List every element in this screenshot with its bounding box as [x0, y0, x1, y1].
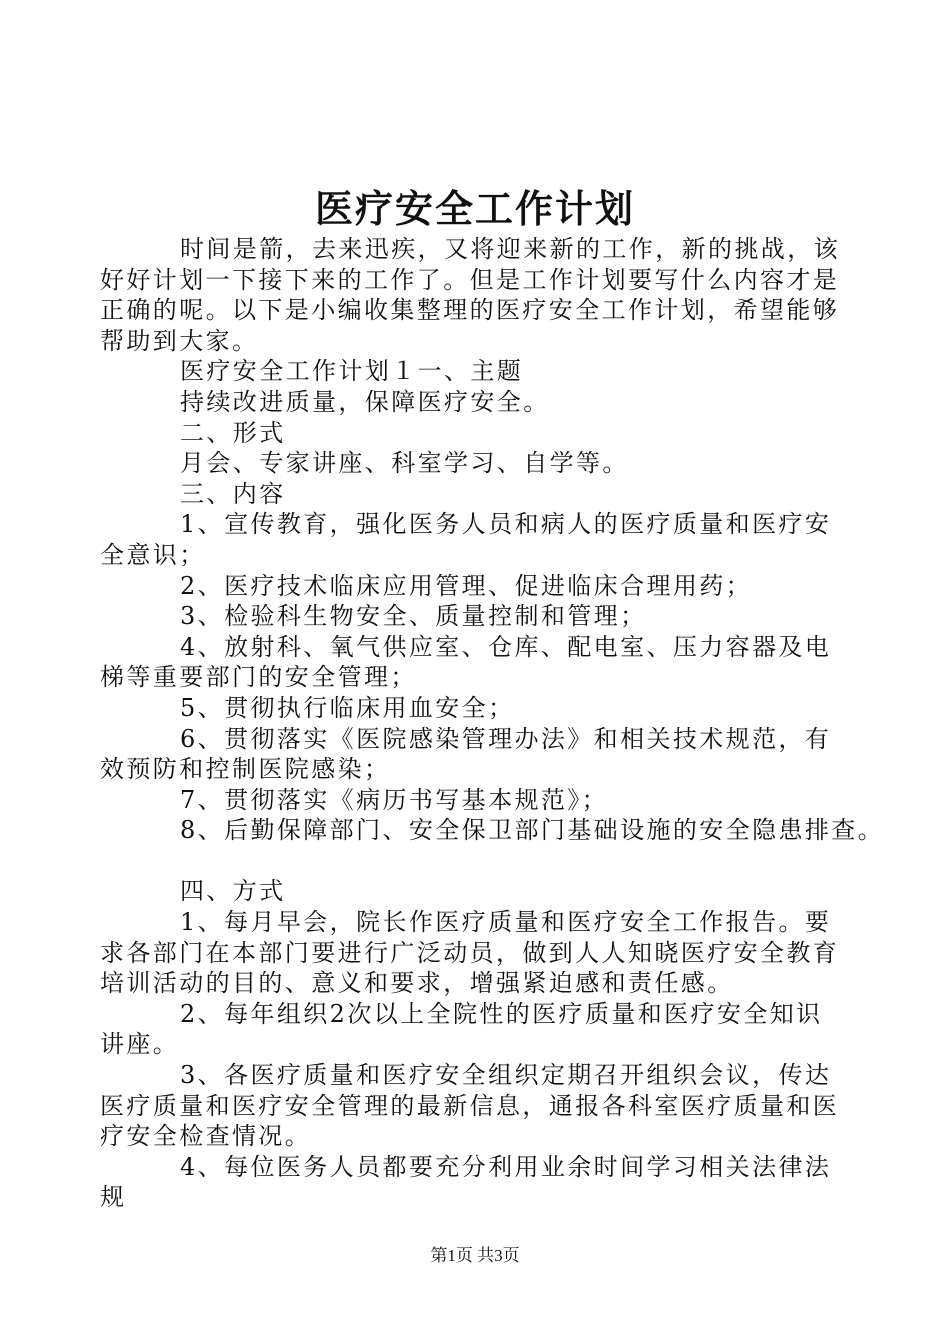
section-heading-content: 三、内容 [180, 479, 286, 508]
page-number-footer: 第1页 共3页 [430, 1246, 520, 1265]
method-item-2: 2、每年组织2次以上全院性的医疗质量和医疗安全知识讲座。 [100, 999, 823, 1059]
content-item-5: 5、贯彻执行临床用血安全； [180, 693, 515, 722]
content-item-1: 1、宣传教育，强化医务人员和病人的医疗质量和医疗安全意识； [100, 510, 832, 569]
section-heading-form: 二、形式 [180, 418, 286, 447]
content-item-7: 7、贯彻落实《病历书写基本规范》； [180, 785, 609, 814]
content-item-2: 2、医疗技术临床应用管理、促进临床合理用药； [180, 571, 753, 600]
content-item-3: 3、检验科生物安全、质量控制和管理； [180, 602, 647, 631]
document-title: 医疗安全工作计划 [314, 186, 635, 231]
document-body [100, 234, 885, 1213]
method-item-4: 4、每位医务人员都要充分利用业余时间学习相关法律法规 [100, 1152, 832, 1212]
paragraph-theme: 持续改进质量，保障医疗安全。 [180, 387, 550, 416]
section-heading-method: 四、方式 [180, 877, 286, 906]
paragraph-form: 月会、专家讲座、科室学习、自学等。 [180, 449, 629, 478]
paragraph-intro: 时间是箭，去来迅疾，又将迎来新的工作，新的挑战，该好好计划一下接下来的工作了。但是工作计划要写什么内容才是正确的呢。以下是小编收集整理的医疗安全工作计划，希望能够帮助到大家。 [100, 235, 840, 355]
method-item-1: 1、每月早会，院长作医疗质量和医疗安全工作报告。要求各部门在本部门要进行广泛动员，做到人人知晓医疗安全教育培训活动的目的、意义和要求，增强紧迫感和责任感。 [100, 908, 840, 998]
content-item-6: 6、贯彻落实《医院感染管理办法》和相关技术规范，有效预防和控制医院感染； [100, 724, 832, 784]
content-item-8: 8、后勤保障部门、安全保卫部门基础设施的安全隐患排查。 [180, 816, 885, 845]
paragraph-plan-heading: 医疗安全工作计划１一、主题 [180, 357, 524, 386]
content-item-4: 4、放射科、氧气供应室、仓库、配电室、压力容器及电梯等重要部门的安全管理； [100, 632, 832, 692]
method-item-3: 3、各医疗质量和医疗安全组织定期召开组织会议，传达医疗质量和医疗安全管理的最新信息，通报各科室医疗质量和医疗安全检查情况。 [100, 1061, 840, 1151]
